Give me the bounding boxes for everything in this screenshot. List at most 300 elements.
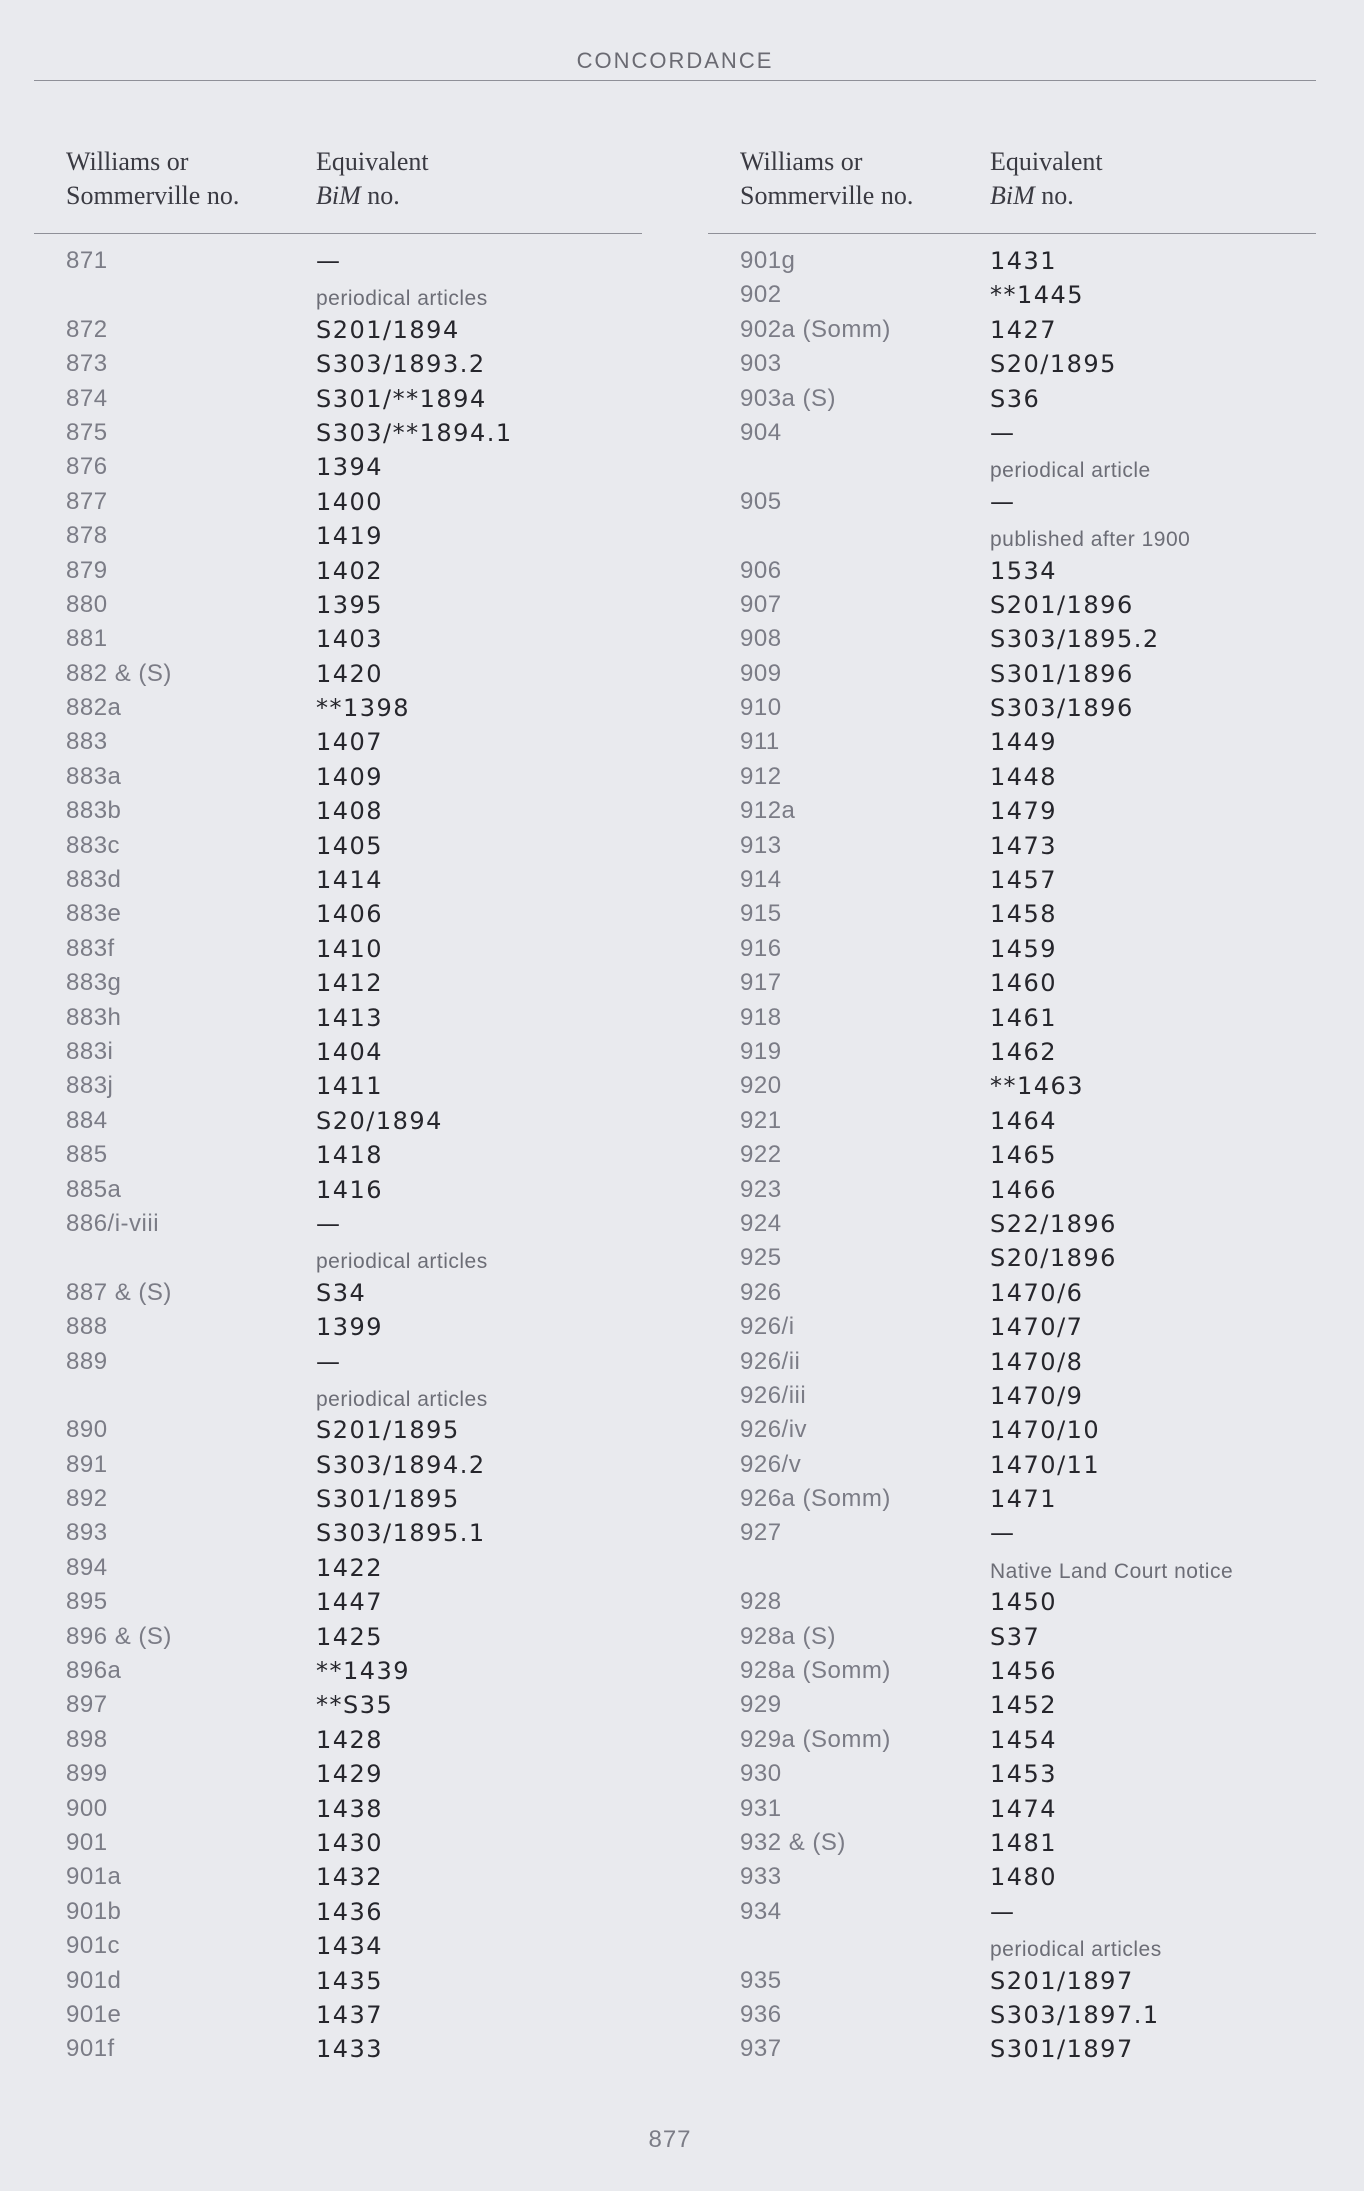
bim-equivalent: 1400 [316,487,384,516]
bim-equivalent: S201/1895 [316,1416,460,1445]
williams-number: 885a [66,1175,122,1203]
bim-equivalent: S22/1896 [990,1209,1117,1238]
table-row [708,1379,1316,1413]
table-row [34,1964,642,1998]
note-text: periodical articles [316,287,488,311]
williams-number: 901a [66,1863,122,1891]
table-row [708,1069,1316,1103]
williams-number: 896 & (S) [66,1622,172,1650]
table-row [708,244,1316,278]
header-line [316,179,429,213]
bim-equivalent: 1425 [316,1622,384,1651]
williams-number: 912a [740,797,796,825]
bim-equivalent: 1464 [990,1106,1058,1135]
bim-equivalent: 1452 [990,1691,1058,1720]
bim-equivalent: — [316,247,342,275]
table-row [34,1585,642,1619]
table-row [34,485,642,519]
table-row [34,657,642,691]
williams-number: 926/iv [740,1416,808,1444]
williams-number: 875 [66,418,108,446]
table-row [34,966,642,1000]
bim-equivalent: 1413 [316,1003,384,1032]
table-row [708,657,1316,691]
williams-number: 889 [66,1347,108,1375]
bim-equivalent: 1429 [316,1760,384,1789]
table-row [708,966,1316,1000]
table-row [708,1138,1316,1172]
note-text: published after 1900 [990,528,1191,552]
williams-number: 931 [740,1794,782,1822]
williams-number: 890 [66,1416,108,1444]
header-rule [34,80,1316,81]
table-row [34,932,642,966]
williams-number: 936 [740,2000,782,2028]
table-row [34,519,642,553]
header-line: Sommerville no. [66,181,240,210]
williams-number: 895 [66,1588,108,1616]
table-row [34,1688,642,1722]
table-row [34,588,642,622]
williams-number: 883d [66,866,122,894]
table-row [34,1448,642,1482]
bim-equivalent: 1479 [990,797,1058,826]
bim-equivalent: 1470/9 [990,1381,1084,1410]
bim-equivalent: — [990,487,1016,516]
table-row [34,1757,642,1791]
table-row [708,794,1316,828]
williams-number: 926a (Somm) [740,1485,891,1513]
table-row [708,1585,1316,1619]
williams-number: 918 [740,1003,782,1031]
header-williams-sommerville [740,145,913,213]
williams-number: 883b [66,797,122,825]
table-row [34,863,642,897]
table-row [34,1860,642,1894]
bim-equivalent: S303/1896 [990,694,1134,723]
bim-equivalent: — [990,418,1016,447]
williams-number: 883f [66,934,115,962]
williams-number: 917 [740,969,782,997]
bim-equivalent: 1407 [316,728,384,757]
table-row [34,897,642,931]
table-row [34,1035,642,1069]
williams-number: 886/i-viii [66,1209,160,1237]
bim-equivalent: S301/1895 [316,1485,460,1514]
williams-number: 924 [740,1209,782,1237]
table-row [34,1207,642,1241]
bim-equivalent: 1453 [990,1760,1058,1789]
header-equivalent-bim [990,145,1103,213]
bim-equivalent: S20/1896 [990,1244,1117,1273]
williams-number: 882 & (S) [66,659,172,687]
table-row [34,2032,642,2066]
bim-equivalent: S303/**1894.1 [316,418,513,447]
williams-number: 901 [66,1828,108,1856]
concordance-column-right [708,145,1316,2067]
williams-number: 901c [66,1932,121,1960]
table-row [34,1276,642,1310]
bim-equivalent: 1435 [316,1966,384,1995]
williams-number: 929a (Somm) [740,1725,891,1753]
table-row [34,416,642,450]
note-text: periodical articles [316,1250,488,1274]
williams-number: 883g [66,969,122,997]
bim-equivalent: 1458 [990,900,1058,929]
bim-equivalent: S303/1897.1 [990,2000,1160,2029]
bim-equivalent: 1418 [316,1141,384,1170]
bim-equivalent: — [316,1347,342,1376]
table-row [34,1792,642,1826]
table-row [708,725,1316,759]
table-row [34,1620,642,1654]
bim-equivalent: 1405 [316,831,384,860]
note-row [708,1551,1316,1585]
bim-equivalent: 1406 [316,900,384,929]
williams-number: 905 [740,487,782,515]
williams-number: 901g [740,247,796,274]
bim-equivalent: 1419 [316,522,384,551]
bim-equivalent: S201/1896 [990,590,1134,619]
table-row [34,1310,642,1344]
williams-number: 902a (Somm) [740,315,891,343]
bim-equivalent: S201/1894 [316,315,460,344]
concordance-rows-right [708,244,1316,2067]
table-row [34,244,642,278]
table-row [708,1241,1316,1275]
bim-equivalent: 1470/7 [990,1313,1084,1342]
williams-number: 903a (S) [740,384,837,412]
williams-number: 873 [66,350,108,378]
header-italic-bim: BiM [990,181,1035,210]
column-header [34,145,642,234]
bim-equivalent: 1438 [316,1794,384,1823]
page-number: 877 [648,2126,692,2153]
table-row [708,1276,1316,1310]
table-row [708,1001,1316,1035]
williams-number: 904 [740,418,782,446]
table-row [708,1895,1316,1929]
running-head: CONCORDANCE [576,48,774,73]
table-row [34,1998,642,2032]
williams-number: 901f [66,2035,115,2063]
williams-number: 921 [740,1106,782,1134]
bim-equivalent: 1470/10 [990,1416,1101,1445]
table-row [708,554,1316,588]
table-row [34,760,642,794]
bim-equivalent: 1433 [316,2035,384,2064]
bim-equivalent: 1474 [990,1794,1058,1823]
bim-equivalent: 1434 [316,1932,384,1961]
williams-number: 892 [66,1485,108,1513]
williams-number: 897 [66,1691,108,1719]
table-row [708,1860,1316,1894]
bim-equivalent: S301/1897 [990,2035,1134,2064]
table-row [708,1723,1316,1757]
table-row [708,1345,1316,1379]
williams-number: 888 [66,1313,108,1341]
bim-equivalent: 1408 [316,797,384,826]
williams-number: 883i [66,1037,114,1065]
bim-equivalent: S301/**1894 [316,384,487,413]
table-row [34,1001,642,1035]
williams-number: 896a [66,1657,122,1685]
note-row [34,278,642,312]
williams-number: 927 [740,1519,782,1547]
bim-equivalent: S20/1895 [990,350,1117,379]
bim-equivalent: **1439 [316,1657,411,1686]
table-row [708,691,1316,725]
williams-number: 871 [66,247,108,274]
bim-equivalent: 1460 [990,969,1058,998]
bim-equivalent: 1414 [316,866,384,895]
bim-equivalent: S303/1895.2 [990,625,1160,654]
williams-number: 925 [740,1244,782,1272]
table-row [34,554,642,588]
bim-equivalent: 1534 [990,556,1058,585]
table-row [34,725,642,759]
bim-equivalent: S303/1893.2 [316,350,486,379]
table-row [708,1104,1316,1138]
bim-equivalent: 1427 [990,315,1058,344]
table-row [34,622,642,656]
bim-equivalent: S36 [990,384,1041,413]
bim-equivalent: 1470/8 [990,1347,1084,1376]
table-row [708,1207,1316,1241]
bim-equivalent: 1447 [316,1588,384,1617]
bim-equivalent: 1410 [316,934,384,963]
bim-equivalent: **S35 [316,1691,394,1720]
williams-number: 883 [66,728,108,756]
williams-number: 884 [66,1106,108,1134]
bim-equivalent: 1459 [990,934,1058,963]
table-row [708,932,1316,966]
header-line: Williams or [66,147,189,176]
table-row [34,794,642,828]
table-row [34,1482,642,1516]
table-row [708,347,1316,381]
table-row [708,760,1316,794]
table-row [708,1998,1316,2032]
bim-equivalent: S201/1897 [990,1966,1134,1995]
bim-equivalent: 1432 [316,1863,384,1892]
table-row [708,278,1316,312]
williams-number: 899 [66,1760,108,1788]
williams-number: 883h [66,1003,122,1031]
bim-equivalent: 1473 [990,831,1058,860]
table-row [708,622,1316,656]
williams-number: 928a (S) [740,1622,837,1650]
williams-number: 881 [66,625,108,653]
williams-number: 937 [740,2035,782,2063]
table-row [708,863,1316,897]
bim-equivalent: 1465 [990,1141,1058,1170]
table-row [34,1069,642,1103]
williams-number: 900 [66,1794,108,1822]
note-row [708,1929,1316,1963]
williams-number: 935 [740,1966,782,1994]
bim-equivalent: 1470/11 [990,1450,1101,1479]
table-row [708,1173,1316,1207]
williams-number: 911 [740,728,780,756]
williams-number: 894 [66,1553,108,1581]
table-row [34,1654,642,1688]
bim-equivalent: 1412 [316,969,384,998]
williams-number: 932 & (S) [740,1828,846,1856]
bim-equivalent: 1466 [990,1175,1058,1204]
williams-number: 922 [740,1141,782,1169]
bim-equivalent: — [316,1209,342,1238]
bim-equivalent: S303/1895.1 [316,1519,486,1548]
bim-equivalent: 1403 [316,625,384,654]
table-row [708,1310,1316,1344]
table-row [34,1413,642,1447]
williams-number: 898 [66,1725,108,1753]
header-italic-bim: BiM [316,181,361,210]
bim-equivalent: S303/1894.2 [316,1450,486,1479]
williams-number: 877 [66,487,108,515]
header-line-rest: no. [360,181,400,210]
williams-number: 912 [740,762,782,790]
header-line [990,179,1103,213]
williams-number: 883c [66,831,121,859]
column-header [708,145,1316,234]
note-text: periodical article [990,459,1151,483]
williams-number: 872 [66,315,108,343]
header-line: Equivalent [990,147,1103,176]
williams-number: 907 [740,590,782,618]
williams-number: 887 & (S) [66,1278,172,1306]
table-row [708,382,1316,416]
williams-number: 883j [66,1072,114,1100]
williams-number: 885 [66,1141,108,1169]
table-row [34,347,642,381]
table-row [34,450,642,484]
bim-equivalent: 1457 [990,866,1058,895]
header-williams-sommerville [66,145,239,213]
bim-equivalent: S20/1894 [316,1106,443,1135]
williams-number: 916 [740,934,782,962]
bim-equivalent: 1416 [316,1175,384,1204]
williams-number: 883e [66,900,122,928]
bim-equivalent: 1462 [990,1037,1058,1066]
williams-number: 920 [740,1072,782,1100]
table-row [34,691,642,725]
table-row [34,1826,642,1860]
bim-equivalent: S34 [316,1278,367,1307]
williams-number: 926/ii [740,1347,801,1375]
table-row [708,416,1316,450]
bim-equivalent: 1399 [316,1313,384,1342]
concordance-rows-left [34,244,642,2067]
note-row [34,1379,642,1413]
table-row [708,485,1316,519]
williams-number: 923 [740,1175,782,1203]
table-row [34,829,642,863]
table-row [708,1826,1316,1860]
bim-equivalent: 1448 [990,762,1058,791]
note-text: Native Land Court notice [990,1559,1234,1583]
williams-number: 928a (Somm) [740,1657,891,1685]
bim-equivalent: 1449 [990,728,1058,757]
bim-equivalent: 1471 [990,1485,1058,1514]
williams-number: 878 [66,522,108,550]
header-equivalent-bim [316,145,429,213]
williams-number: 930 [740,1760,782,1788]
table-row [708,1516,1316,1550]
note-text: periodical articles [990,1938,1162,1962]
table-row [34,1173,642,1207]
williams-number: 919 [740,1037,782,1065]
table-row [34,1929,642,1963]
bim-equivalent: 1402 [316,556,384,585]
bim-equivalent: 1436 [316,1897,384,1926]
table-row [708,1413,1316,1447]
bim-equivalent: 1454 [990,1725,1058,1754]
table-row [34,313,642,347]
williams-number: 926/iii [740,1381,807,1409]
bim-equivalent: 1395 [316,590,384,619]
williams-number: 882a [66,694,122,722]
bim-equivalent: S37 [990,1622,1041,1651]
williams-number: 914 [740,866,782,894]
bim-equivalent: — [990,1519,1016,1548]
header-line-rest: no. [1034,181,1074,210]
williams-number: 906 [740,556,782,584]
bim-equivalent: — [990,1897,1016,1926]
bim-equivalent: 1422 [316,1553,384,1582]
table-row [34,1895,642,1929]
bim-equivalent: 1430 [316,1828,384,1857]
table-row [708,1964,1316,1998]
williams-number: 902 [740,281,782,309]
table-row [708,829,1316,863]
table-row [34,1104,642,1138]
table-row [34,382,642,416]
bim-equivalent: 1431 [990,247,1058,275]
williams-number: 910 [740,694,782,722]
williams-number: 893 [66,1519,108,1547]
table-row [708,1620,1316,1654]
bim-equivalent: 1480 [990,1863,1058,1892]
table-row [708,1688,1316,1722]
williams-number: 929 [740,1691,782,1719]
concordance-column-left [34,145,642,2067]
bim-equivalent: **1398 [316,694,411,723]
williams-number: 891 [66,1450,108,1478]
bim-equivalent: 1420 [316,659,384,688]
header-line: Equivalent [316,147,429,176]
table-row [708,2032,1316,2066]
williams-number: 901d [66,1966,122,1994]
bim-equivalent: 1411 [316,1072,384,1101]
williams-number: 876 [66,453,108,481]
table-row [708,313,1316,347]
bim-equivalent: 1450 [990,1588,1058,1617]
williams-number: 901b [66,1897,122,1925]
williams-number: 908 [740,625,782,653]
table-row [34,1723,642,1757]
williams-number: 880 [66,590,108,618]
bim-equivalent: 1404 [316,1037,384,1066]
williams-number: 874 [66,384,108,412]
table-row [708,1035,1316,1069]
table-row [708,1654,1316,1688]
table-row [708,1482,1316,1516]
note-row [34,1241,642,1275]
note-text: periodical articles [316,1387,488,1411]
header-line: Sommerville no. [740,181,914,210]
